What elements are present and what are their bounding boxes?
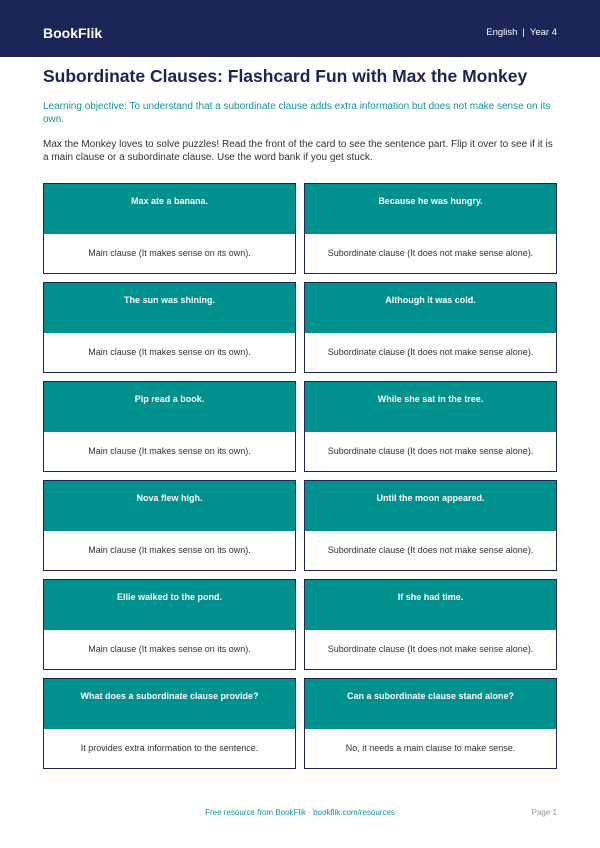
flashcard[interactable] [304,282,557,373]
flashcard-front: The sun was shining. [44,283,295,333]
flashcard-back: No, it needs a main clause to make sense. [345,743,516,753]
flashcard-grid [43,183,557,769]
flashcard[interactable] [43,282,296,373]
flashcard-back: It provides extra information to the sentence. [80,743,259,753]
flashcard-front: What does a subordinate clause provide? [44,679,295,729]
flashcard[interactable] [43,579,296,670]
flashcard-front: Pip read a book. [44,382,295,432]
subject-meta [486,27,557,39]
flashcard-back: Main clause (It makes sense on its own). [88,248,251,258]
intro-text: Max the Monkey loves to solve puzzles! Read the front of the card to see the sentence part. Flip it over to see if it is a main clause or a subordinate clause. Use the word bank if you get stuck. [43,139,553,163]
page-number: Page 1 [531,808,557,817]
flashcard[interactable] [43,381,296,472]
footer-resource-link[interactable]: Free resource from BookFlik · bookflik.com/resources [205,808,395,817]
flashcard-back: Subordinate clause (It does not make sense alone). [327,545,534,555]
page-title: Subordinate Clauses: Flashcard Fun with Max the Monkey [43,66,528,86]
flashcard[interactable] [43,678,296,769]
flashcard-front: Can a subordinate clause stand alone? [305,679,556,729]
flashcard-front: Nova flew high. [44,481,295,531]
flashcard-front: If she had time. [305,580,556,630]
flashcard-front: Ellie walked to the pond. [44,580,295,630]
learning-objective: Learning objective: To understand that a subordinate clause adds extra information but does not make sense on its own. [43,101,551,125]
header-bar [0,0,600,57]
flashcard-back: Main clause (It makes sense on its own). [88,545,251,555]
flashcard-back: Subordinate clause (It does not make sense alone). [327,248,534,258]
flashcard[interactable] [304,579,557,670]
flashcard-back: Subordinate clause (It does not make sense alone). [327,644,534,654]
meta-separator: | [522,27,525,38]
flashcard[interactable] [43,183,296,274]
flashcard[interactable] [304,480,557,571]
flashcard-back: Main clause (It makes sense on its own). [88,446,251,456]
year-label: Year 4 [529,27,557,38]
flashcard[interactable] [304,183,557,274]
flashcard[interactable] [43,480,296,571]
flashcard-front: Max ate a banana. [44,184,295,234]
flashcard-front: Although it was cold. [305,283,556,333]
flashcard-front: Until the moon appeared. [305,481,556,531]
flashcard-back: Main clause (It makes sense on its own). [88,347,251,357]
flashcard-back: Subordinate clause (It does not make sense alone). [327,347,534,357]
flashcard[interactable] [304,678,557,769]
flashcard-back: Main clause (It makes sense on its own). [88,644,251,654]
flashcard-front: Because he was hungry. [305,184,556,234]
flashcard-front: While she sat in the tree. [305,382,556,432]
brand-logo: BookFlik [43,25,103,41]
flashcard[interactable] [304,381,557,472]
subject-label: English [486,27,518,38]
flashcard-back: Subordinate clause (It does not make sense alone). [327,446,534,456]
